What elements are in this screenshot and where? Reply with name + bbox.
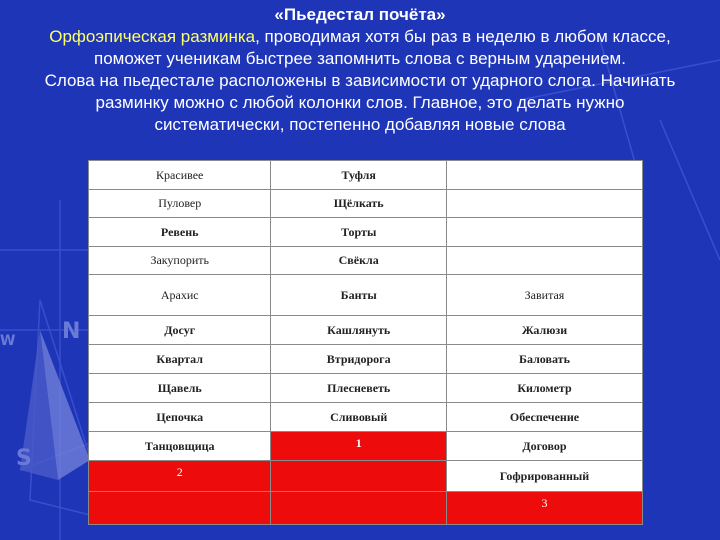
- word-cell: Цепочка: [89, 403, 271, 432]
- word-cell: Досуг: [89, 316, 271, 345]
- word-cell: Щёлкать: [271, 190, 447, 218]
- word-cell: Свёкла: [271, 247, 447, 275]
- intro-line-2: поможет ученикам быстрее запомнить слова с верным ударением.: [94, 49, 626, 68]
- table-row: [89, 247, 643, 275]
- table-row: [89, 275, 643, 316]
- table-row: [89, 345, 643, 374]
- intro-line-3: Слова на пьедестале расположены в зависимости от ударного слога. Начинать: [44, 71, 676, 90]
- podium-red-cell: [271, 461, 447, 492]
- svg-text:S: S: [16, 446, 32, 471]
- table-row: [89, 218, 643, 247]
- intro-line-4: разминку можно с любой колонки слов. Главное, это делать нужно: [95, 93, 625, 112]
- word-cell: Кашлянуть: [271, 316, 447, 345]
- word-cell: Сливовый: [271, 403, 447, 432]
- word-cell: Щавель: [89, 374, 271, 403]
- empty-cell: [446, 190, 642, 218]
- empty-cell: [446, 161, 642, 190]
- word-cell: Красивее: [89, 161, 271, 190]
- podium-place-2: 2: [89, 461, 271, 492]
- word-cell: Жалюзи: [446, 316, 642, 345]
- word-cell: Арахис: [89, 275, 271, 316]
- table-row: [89, 403, 643, 432]
- intro-line-5: систематически, постепенно добавляя новые слова: [154, 115, 566, 134]
- empty-cell: [446, 247, 642, 275]
- podium-place-1: 1: [271, 432, 447, 461]
- word-cell: Закупорить: [89, 247, 271, 275]
- word-cell: Втридорога: [271, 345, 447, 374]
- podium-word-table: [88, 160, 643, 525]
- svg-text:W: W: [0, 333, 16, 349]
- podium-red-cell: [89, 492, 271, 525]
- table-row: [89, 432, 643, 461]
- word-cell: Туфля: [271, 161, 447, 190]
- word-cell: Квартал: [89, 345, 271, 374]
- slide-title: «Пьедестал почёта»: [274, 5, 446, 24]
- word-cell: Баловать: [446, 345, 642, 374]
- table-row: [89, 461, 643, 492]
- word-cell: Ревень: [89, 218, 271, 247]
- word-cell: Завитая: [446, 275, 642, 316]
- table-row: [89, 190, 643, 218]
- word-cell: Километр: [446, 374, 642, 403]
- empty-cell: [446, 218, 642, 247]
- table-row: [89, 161, 643, 190]
- word-cell: Обеспечение: [446, 403, 642, 432]
- word-cell: Танцовщица: [89, 432, 271, 461]
- podium-red-cell: [271, 492, 447, 525]
- word-cell: Плесневеть: [271, 374, 447, 403]
- word-cell: Гофрированный: [446, 461, 642, 492]
- table-row: [89, 374, 643, 403]
- word-cell: Пуловер: [89, 190, 271, 218]
- intro-line-1: Орфоэпическая разминка, проводимая хотя бы раз в неделю в любом классе,: [49, 27, 671, 46]
- intro-text: [0, 4, 720, 136]
- word-cell: Торты: [271, 218, 447, 247]
- table-row: [89, 492, 643, 525]
- word-cell: Банты: [271, 275, 447, 316]
- intro-highlight: Орфоэпическая разминка: [49, 27, 256, 46]
- word-cell: Договор: [446, 432, 642, 461]
- podium-place-3: 3: [446, 492, 642, 525]
- table-row: [89, 316, 643, 345]
- svg-text:N: N: [62, 319, 81, 344]
